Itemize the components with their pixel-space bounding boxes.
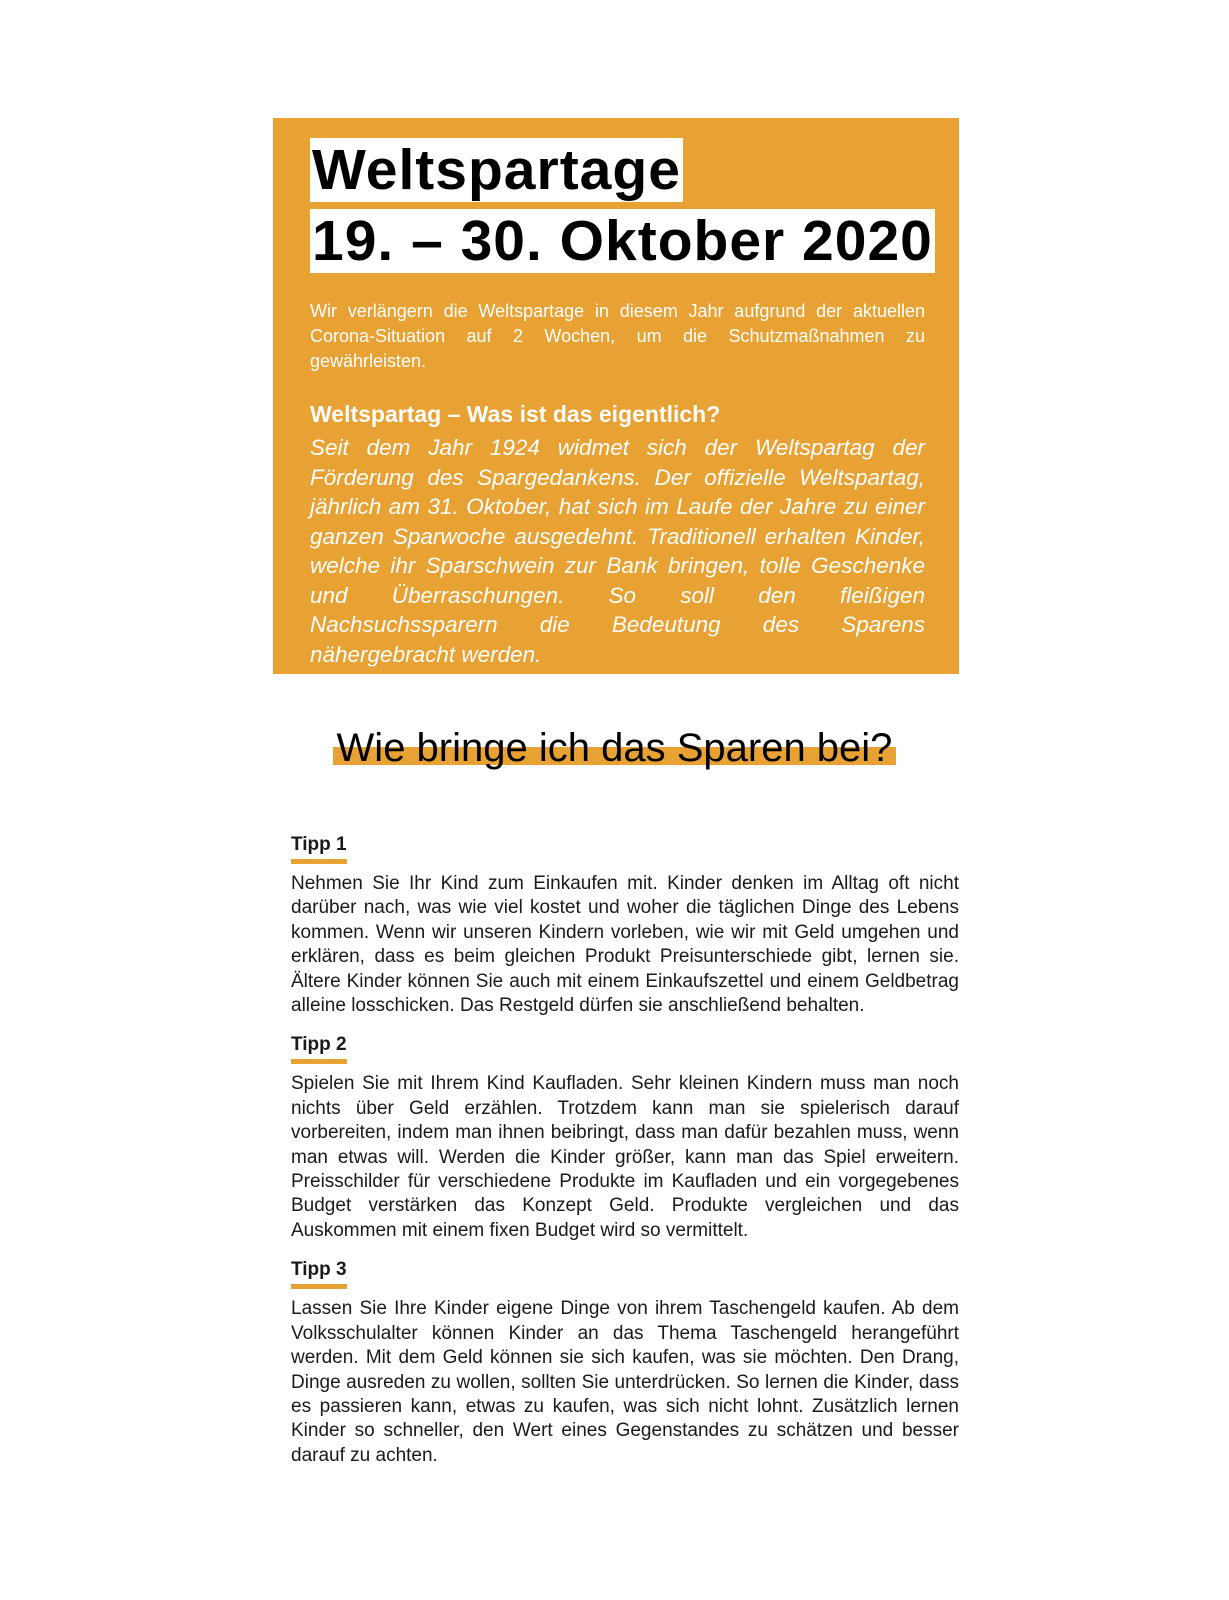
- hero-subheading: Weltspartag – Was ist das eigentlich?: [310, 401, 721, 427]
- tip-item-3: [291, 1259, 959, 1468]
- tip-body: Lassen Sie Ihre Kinder eigene Dinge von ihrem Taschengeld kaufen. Ab dem Volksschulalter können Kinder an das Thema Taschengeld herangeführt werden. Mit dem Geld können sie sich kaufen, was sie möchten. Den Drang, Dinge ausreden zu wollen, sollten Sie unterdrücken. So lernen die Kinder, dass es passieren kann, etwas zu kaufen, was sich nicht lohnt. Zusätzlich lernen Kinder so schneller, den Wert eines Gegenstandes zu schätzen und besser darauf zu achten.: [291, 1298, 959, 1466]
- title-line-2-dates: 19. – 30. Oktober 2020: [312, 209, 933, 273]
- tip-item-1: [291, 834, 959, 1018]
- tips-list: [291, 834, 959, 1484]
- tip-label: Tipp 2: [291, 1034, 347, 1064]
- hero-intro-text: Wir verlängern die Weltspartage in diesem Jahr aufgrund der aktuellen Corona-Situation auf 2 Wochen, um die Schutzmaßnahmen zu gewährleisten.: [310, 301, 925, 371]
- tip-item-2: [291, 1034, 959, 1243]
- section-heading: [0, 725, 1229, 771]
- tip-label: Tipp 3: [291, 1259, 347, 1289]
- title-line-1: Weltspartage: [312, 138, 681, 202]
- tip-label: Tipp 1: [291, 834, 347, 864]
- hero-italic-text: Seit dem Jahr 1924 widmet sich der Weltspartag der Förderung des Spargedankens. Der offizielle Weltspartag, jährlich am 31. Oktober, hat sich im Laufe der Jahre zu einer ganzen Sparwoche ausgedehnt. Traditionell erhalten Kinder, welche ihr Sparschwein zur Bank bringen, tolle Geschenke und Überraschungen. So soll den fleißigen Nachsuchssparern die Bedeutung des Sparens nähergebracht werden.: [310, 435, 925, 667]
- tip-body: Nehmen Sie Ihr Kind zum Einkaufen mit. Kinder denken im Alltag oft nicht darüber nach, was wie viel kostet und woher die täglichen Dinge des Lebens kommen. Wenn wir unseren Kindern vorleben, wie wir mit Geld umgehen und erklären, dass es beim gleichen Produkt Preisunterschiede gibt, lernen sie. Ältere Kinder können Sie auch mit einem Einkaufszettel und einem Geldbetrag alleine losschicken. Das Restgeld dürfen sie anschließend behalten.: [291, 873, 959, 1017]
- hero-banner: [273, 118, 959, 674]
- tip-body: Spielen Sie mit Ihrem Kind Kaufladen. Sehr kleinen Kindern muss man noch nichts über Geld erzählen. Trotzdem kann man sie spielerisch darauf vorbereiten, indem man ihnen beibringt, dass man dafür bezahlen muss, wenn man etwas will. Werden die Kinder größer, kann man das Spiel erweitern. Preisschilder für verschiedene Produkte im Kaufladen und ein vorgegebenes Budget verstärken das Konzept Geld. Produkte vergleichen und das Auskommen mit einem fixen Budget wird so vermittelt.: [291, 1073, 959, 1241]
- section-heading-text: Wie bringe ich das Sparen bei?: [333, 725, 897, 771]
